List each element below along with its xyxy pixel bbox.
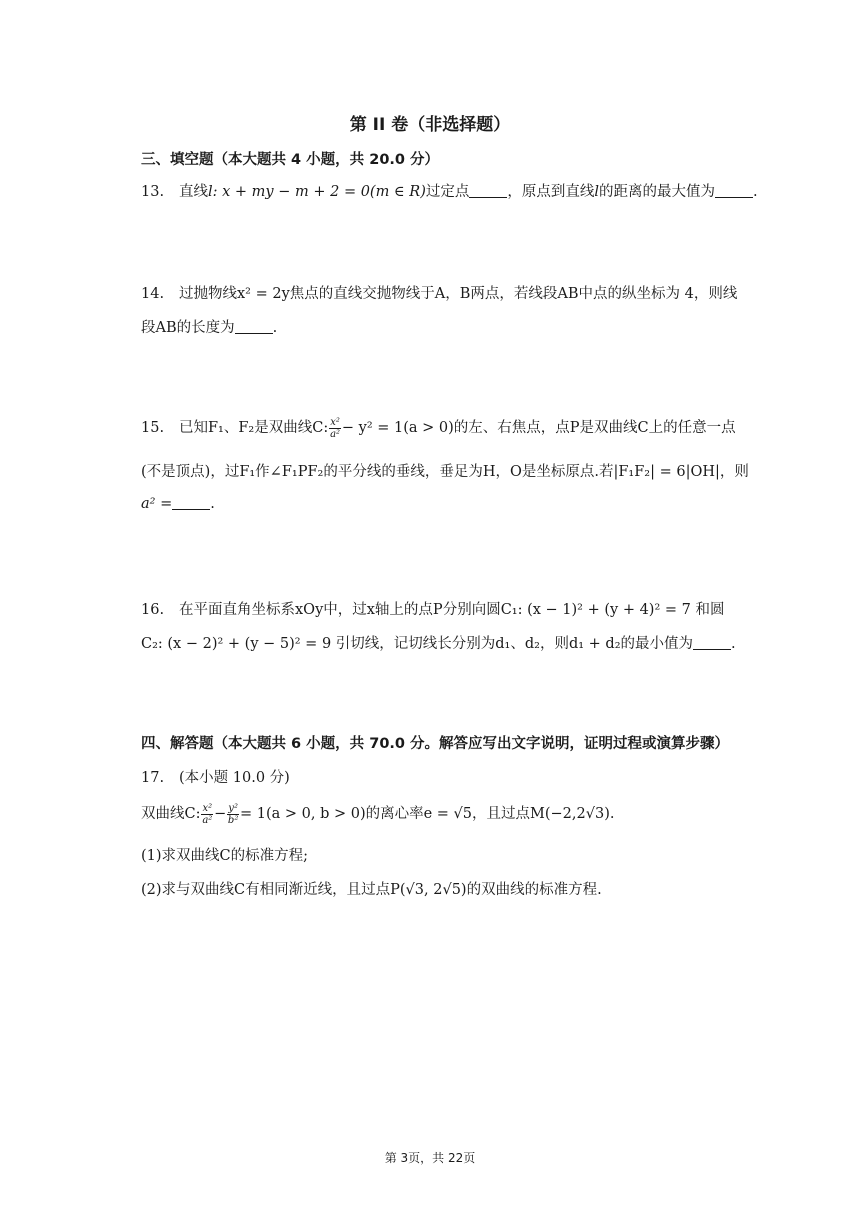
answer-blank	[693, 636, 731, 650]
section-solution-heading: 四、解答题（本大题共 6 小题，共 70.0 分。解答应写出文字说明，证明过程或演算步骤）	[141, 736, 730, 752]
fraction: $\frac{\text{x²}}{\text{a²}}$	[202, 802, 213, 826]
answer-blank	[172, 496, 210, 510]
section-fill-in-heading: 三、填空题（本大题共 4 小题，共 20.0 分）	[141, 152, 440, 168]
question-17-part-2: (2)求与双曲线C有相同渐近线，且过点P(√3, 2√5)的双曲线的标准方程.	[141, 882, 602, 898]
fraction: $\frac{\text{y²}}{\text{b²}}$	[227, 802, 239, 826]
question-14-line-1: 14. 过抛物线x² = 2y焦点的直线交抛物线于A，B两点，若线段AB中点的纵坐标为 4，则线	[141, 286, 738, 302]
question-number: 15.	[141, 420, 165, 436]
line-equation: l: x + my − m + 2 = 0(m ∈ R)	[208, 184, 426, 200]
question-15-line-2: (不是顶点)，过F₁作∠F₁PF₂的平分线的垂线，垂足为H，O是坐标原点.若|F₁F₂| = 6|OH|，则	[141, 464, 749, 480]
page-title: 第 II 卷（非选择题）	[349, 115, 511, 135]
question-15-line-3: a² = .	[141, 496, 215, 512]
page-footer: 第 3页，共 22页	[384, 1151, 476, 1165]
answer-blank	[715, 184, 753, 198]
question-number: 16.	[141, 602, 165, 618]
question-17-stem: 双曲线C: $\frac{\text{x²}}{\text{a²}}$ − $\frac{\text{y²}}{\text{b²}}$ = 1(a > 0, b > 0)的离心率e = √5，且过点M(−2,2√3).	[141, 802, 615, 826]
answer-blank	[235, 320, 273, 334]
question-number: 13.	[141, 184, 165, 200]
question-13: 13. 直线l: x + my − m + 2 = 0(m ∈ R)过定点 ，原点到直线l的距离的最大值为 .	[141, 184, 758, 200]
question-14-line-2: 段AB的长度为 .	[141, 320, 278, 336]
question-number: 17.	[141, 770, 165, 786]
question-17-part-1: (1)求双曲线C的标准方程;	[141, 848, 309, 864]
question-17-header	[141, 766, 290, 787]
question-number: 14.	[141, 286, 165, 302]
question-15-line-1: 15. 已知F₁、F₂是双曲线C: $\frac{\text{x²}}{\text{a²}}$ − y² = 1(a > 0)的左、右焦点，点P是双曲线C上的任意一点	[141, 416, 736, 440]
question-16-line-2: C₂: (x − 2)² + (y − 5)² = 9 引切线，记切线长分别为d₁、d₂，则d₁ + d₂的最小值为 .	[141, 636, 736, 652]
fraction: $\frac{\text{x²}}{\text{a²}}$	[330, 416, 341, 440]
question-16-line-1: 16. 在平面直角坐标系xOy中，过x轴上的点P分别向圆C₁: (x − 1)² + (y + 4)² = 7 和圆	[141, 602, 725, 618]
question-score: (本小题 10.0 分)	[179, 770, 290, 786]
answer-blank	[469, 184, 507, 198]
